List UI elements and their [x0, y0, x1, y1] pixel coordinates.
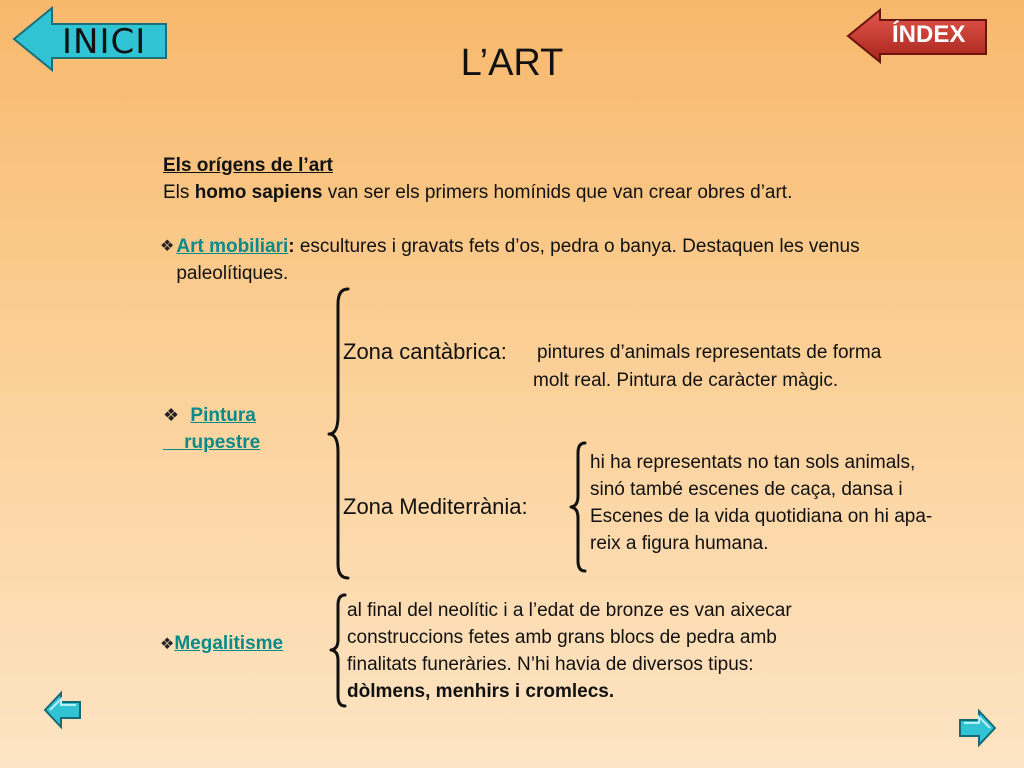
megalitisme-brace-icon — [328, 592, 348, 710]
previous-button[interactable] — [42, 690, 84, 730]
megalitisme-text — [347, 597, 792, 705]
intro-block — [163, 152, 908, 206]
rupestre-link-text: rupestre — [184, 432, 261, 453]
inici-label: INICI — [62, 22, 147, 62]
cantabrica-text-1: pintures d’animals representats de forma — [537, 342, 882, 363]
intro-heading-text: Els orígens de l’art — [163, 155, 333, 176]
intro-text — [163, 179, 908, 206]
rupestre-link[interactable] — [163, 432, 260, 453]
intro-heading — [163, 152, 908, 179]
arrow-right-icon — [956, 708, 998, 748]
pintura-brace-icon — [326, 286, 352, 582]
mediterrania-line: Escenes de la vida quotidiana on hi apa- — [590, 506, 933, 527]
megalitisme-item — [160, 630, 283, 658]
megalitisme-link[interactable]: Megalitisme — [174, 633, 284, 654]
megalitisme-line: al final del neolític i a l’edat de bronze es van aixecar — [347, 600, 792, 621]
mediterrania-line: hi ha representats no tan sols animals, — [590, 452, 916, 473]
art-mobiliari-block — [160, 233, 910, 287]
mediterrania-text — [590, 449, 932, 557]
intro-text-pre: Els — [163, 182, 195, 203]
next-button[interactable] — [956, 708, 998, 748]
mediterrania-line: reix a figura humana. — [590, 533, 769, 554]
diamond-bullet-icon: ❖ — [160, 636, 175, 653]
page-title: L’ART — [460, 42, 564, 84]
intro-text-bold: homo sapiens — [194, 182, 323, 203]
arrow-left-icon — [42, 690, 84, 730]
diamond-bullet-icon: ❖ — [163, 405, 180, 425]
index-label: ÍNDEX — [892, 21, 966, 48]
rupestre-link-line — [163, 429, 260, 456]
art-mobiliari-text: escultures i gravats fets d’os, pedra o banya. Destaquen les venus paleolítiques. — [176, 236, 860, 284]
mediterrania-line: sinó també escenes de caça, dansa i — [590, 479, 903, 500]
pintura-rupestre-item — [163, 402, 256, 429]
pintura-link[interactable]: Pintura — [190, 405, 256, 426]
cantabrica-text-2: molt real. Pintura de caràcter màgic. — [533, 370, 839, 391]
art-mobiliari-colon: : — [288, 236, 295, 257]
intro-text-post: van ser els primers homínids que van crear obres d’art. — [322, 182, 793, 203]
megalitisme-line: construccions fetes amb grans blocs de pedra amb — [347, 627, 777, 648]
cantabrica-label: Zona cantàbrica: — [343, 339, 507, 364]
mediterrania-brace-icon — [568, 440, 588, 574]
megalitisme-bold-line: dòlmens, menhirs i cromlecs. — [347, 681, 615, 702]
diamond-bullet-icon: ❖ — [160, 238, 175, 255]
mediterrania-label: Zona Mediterrània: — [343, 494, 528, 519]
megalitisme-line: finalitats funeràries. N’hi havia de diversos tipus: — [347, 654, 754, 675]
art-mobiliari-link[interactable]: Art mobiliari — [176, 236, 289, 257]
